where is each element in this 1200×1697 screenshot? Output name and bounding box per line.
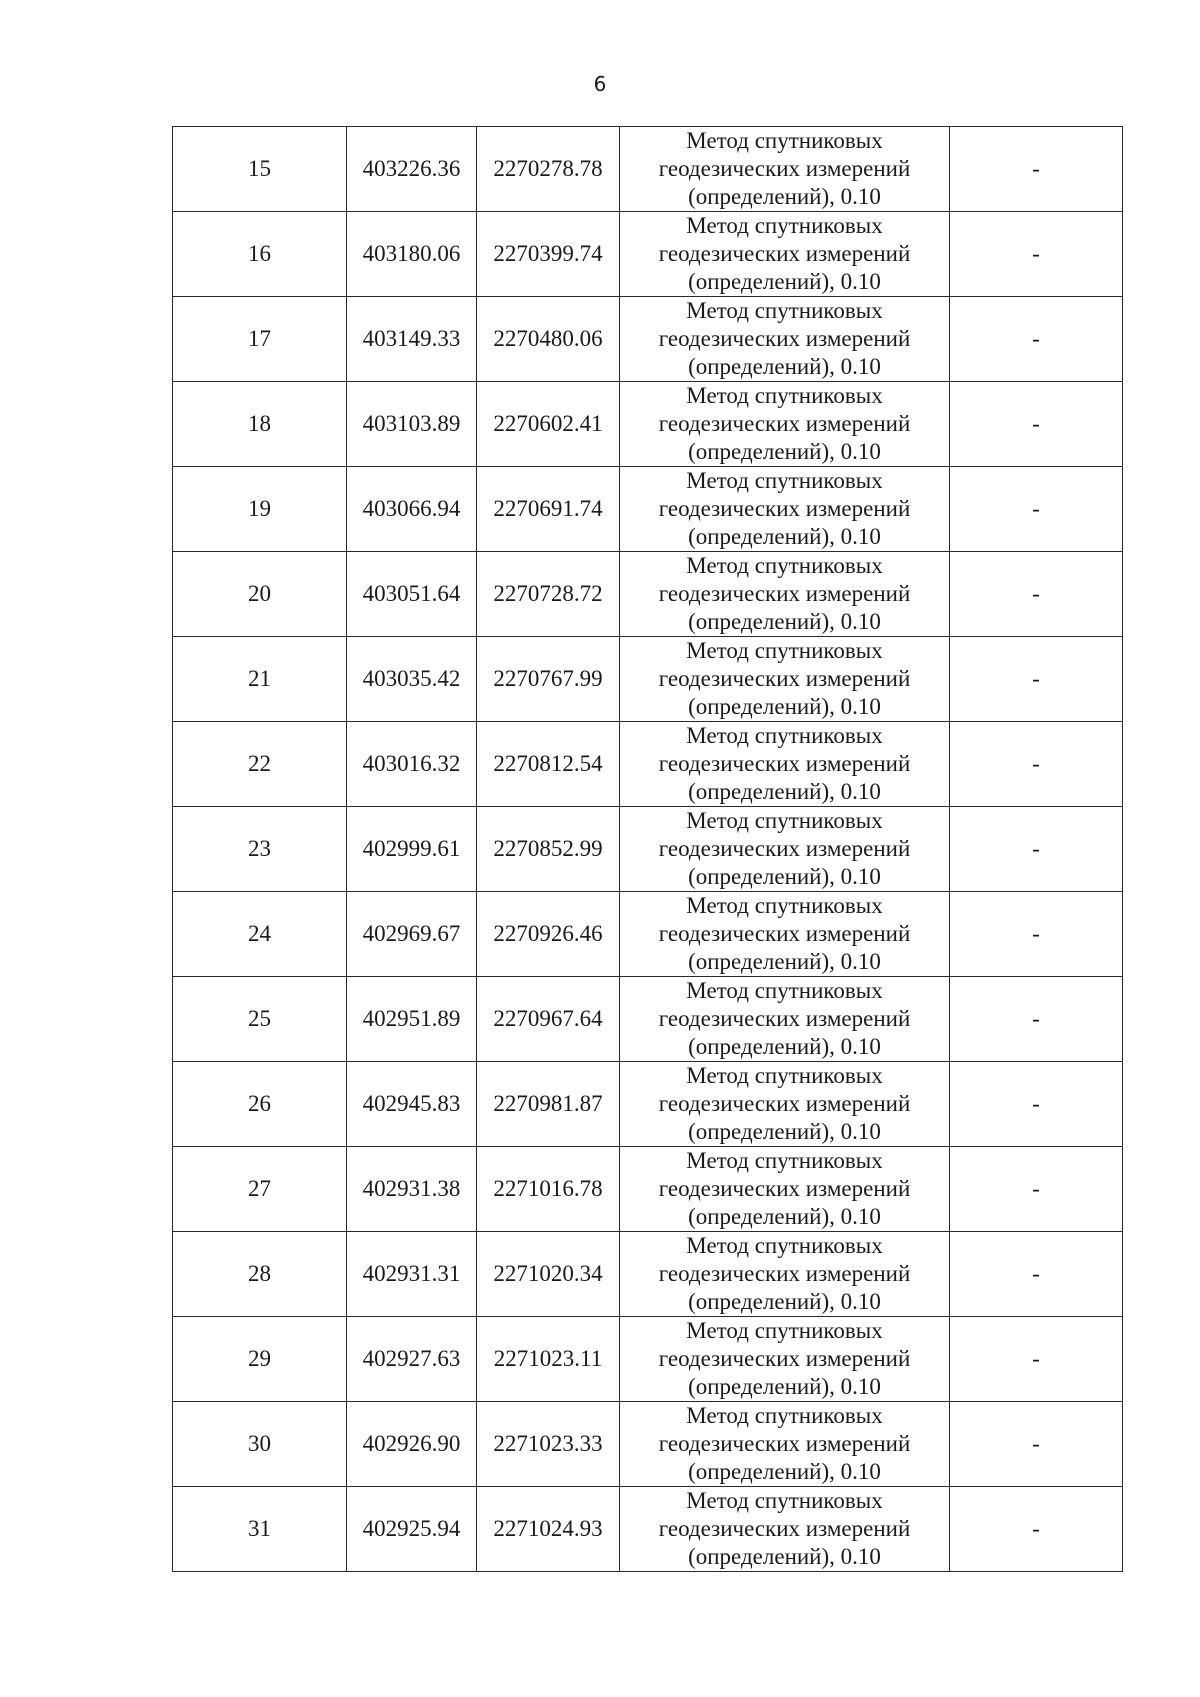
- y-coordinate-cell: 2270691.74: [477, 467, 620, 552]
- x-coordinate-cell: 403180.06: [347, 212, 477, 297]
- note-cell: -: [950, 1232, 1123, 1317]
- method-line-3: (определений), 0.10: [688, 779, 881, 804]
- method-line-2: геодезических измерений: [658, 921, 911, 946]
- method-line-1: Метод спутниковых: [686, 1063, 883, 1088]
- table-row: [173, 212, 1123, 297]
- method-line-3: (определений), 0.10: [688, 524, 881, 549]
- method-cell: [620, 977, 950, 1062]
- method-line-2: геодезических измерений: [658, 156, 911, 181]
- table-row: [173, 1487, 1123, 1572]
- y-coordinate-cell: 2270480.06: [477, 297, 620, 382]
- point-number-cell: 16: [173, 212, 347, 297]
- method-line-2: геодезических измерений: [658, 496, 911, 521]
- method-line-1: Метод спутниковых: [686, 213, 883, 238]
- x-coordinate-cell: 403149.33: [347, 297, 477, 382]
- method-cell: [620, 892, 950, 977]
- method-line-3: (определений), 0.10: [688, 269, 881, 294]
- method-line-1: Метод спутниковых: [686, 808, 883, 833]
- method-line-3: (определений), 0.10: [688, 949, 881, 974]
- method-cell: [620, 1062, 950, 1147]
- method-line-1: Метод спутниковых: [686, 1403, 883, 1428]
- method-line-1: Метод спутниковых: [686, 1318, 883, 1343]
- y-coordinate-cell: 2271023.33: [477, 1402, 620, 1487]
- method-line-1: Метод спутниковых: [686, 383, 883, 408]
- x-coordinate-cell: 402969.67: [347, 892, 477, 977]
- y-coordinate-cell: 2270981.87: [477, 1062, 620, 1147]
- method-cell: [620, 722, 950, 807]
- method-line-2: геодезических измерений: [658, 751, 911, 776]
- method-line-1: Метод спутниковых: [686, 638, 883, 663]
- y-coordinate-cell: 2270602.41: [477, 382, 620, 467]
- method-line-3: (определений), 0.10: [688, 354, 881, 379]
- method-line-2: геодезических измерений: [658, 836, 911, 861]
- method-cell: [620, 127, 950, 212]
- x-coordinate-cell: 402999.61: [347, 807, 477, 892]
- method-line-1: Метод спутниковых: [686, 298, 883, 323]
- table-row: [173, 892, 1123, 977]
- method-line-3: (определений), 0.10: [688, 1119, 881, 1144]
- method-cell: [620, 382, 950, 467]
- method-line-2: геодезических измерений: [658, 326, 911, 351]
- y-coordinate-cell: 2270967.64: [477, 977, 620, 1062]
- method-line-2: геодезических измерений: [658, 241, 911, 266]
- note-cell: -: [950, 467, 1123, 552]
- method-line-2: геодезических измерений: [658, 1006, 911, 1031]
- y-coordinate-cell: 2271016.78: [477, 1147, 620, 1232]
- method-line-1: Метод спутниковых: [686, 723, 883, 748]
- point-number-cell: 26: [173, 1062, 347, 1147]
- table-row: [173, 637, 1123, 722]
- method-line-2: геодезических измерений: [658, 1516, 911, 1541]
- x-coordinate-cell: 402931.38: [347, 1147, 477, 1232]
- method-line-3: (определений), 0.10: [688, 1374, 881, 1399]
- y-coordinate-cell: 2271020.34: [477, 1232, 620, 1317]
- table-row: [173, 127, 1123, 212]
- point-number-cell: 17: [173, 297, 347, 382]
- page-number: 6: [593, 72, 607, 96]
- point-number-cell: 31: [173, 1487, 347, 1572]
- method-cell: [620, 807, 950, 892]
- point-number-cell: 28: [173, 1232, 347, 1317]
- y-coordinate-cell: 2270399.74: [477, 212, 620, 297]
- x-coordinate-cell: 402951.89: [347, 977, 477, 1062]
- note-cell: -: [950, 1062, 1123, 1147]
- x-coordinate-cell: 402931.31: [347, 1232, 477, 1317]
- point-number-cell: 21: [173, 637, 347, 722]
- point-number-cell: 27: [173, 1147, 347, 1232]
- note-cell: -: [950, 1402, 1123, 1487]
- point-number-cell: 24: [173, 892, 347, 977]
- method-cell: [620, 212, 950, 297]
- method-cell: [620, 552, 950, 637]
- method-line-2: геодезических измерений: [658, 411, 911, 436]
- method-line-3: (определений), 0.10: [688, 864, 881, 889]
- note-cell: -: [950, 722, 1123, 807]
- note-cell: -: [950, 807, 1123, 892]
- point-number-cell: 22: [173, 722, 347, 807]
- point-number-cell: 20: [173, 552, 347, 637]
- method-cell: [620, 1317, 950, 1402]
- point-number-cell: 30: [173, 1402, 347, 1487]
- method-line-1: Метод спутниковых: [686, 1488, 883, 1513]
- x-coordinate-cell: 402926.90: [347, 1402, 477, 1487]
- table-row: [173, 1147, 1123, 1232]
- point-number-cell: 19: [173, 467, 347, 552]
- y-coordinate-cell: 2271024.93: [477, 1487, 620, 1572]
- note-cell: -: [950, 637, 1123, 722]
- method-cell: [620, 1487, 950, 1572]
- method-line-1: Метод спутниковых: [686, 553, 883, 578]
- note-cell: -: [950, 892, 1123, 977]
- method-cell: [620, 297, 950, 382]
- method-line-3: (определений), 0.10: [688, 1289, 881, 1314]
- method-line-2: геодезических измерений: [658, 666, 911, 691]
- x-coordinate-cell: 402925.94: [347, 1487, 477, 1572]
- note-cell: -: [950, 382, 1123, 467]
- table-row: [173, 1062, 1123, 1147]
- x-coordinate-cell: 402927.63: [347, 1317, 477, 1402]
- method-line-3: (определений), 0.10: [688, 694, 881, 719]
- method-line-1: Метод спутниковых: [686, 468, 883, 493]
- method-cell: [620, 1147, 950, 1232]
- method-cell: [620, 1402, 950, 1487]
- y-coordinate-cell: 2270767.99: [477, 637, 620, 722]
- coordinates-table: [172, 126, 1123, 1572]
- method-line-1: Метод спутниковых: [686, 893, 883, 918]
- point-number-cell: 29: [173, 1317, 347, 1402]
- y-coordinate-cell: 2270852.99: [477, 807, 620, 892]
- method-line-3: (определений), 0.10: [688, 609, 881, 634]
- table-row: [173, 297, 1123, 382]
- method-line-1: Метод спутниковых: [686, 1148, 883, 1173]
- y-coordinate-cell: 2270278.78: [477, 127, 620, 212]
- method-line-3: (определений), 0.10: [688, 184, 881, 209]
- table-row: [173, 1232, 1123, 1317]
- table-row: [173, 722, 1123, 807]
- y-coordinate-cell: 2270812.54: [477, 722, 620, 807]
- note-cell: -: [950, 297, 1123, 382]
- method-line-3: (определений), 0.10: [688, 1204, 881, 1229]
- method-cell: [620, 637, 950, 722]
- point-number-cell: 23: [173, 807, 347, 892]
- table-row: [173, 382, 1123, 467]
- point-number-cell: 15: [173, 127, 347, 212]
- x-coordinate-cell: 402945.83: [347, 1062, 477, 1147]
- y-coordinate-cell: 2270926.46: [477, 892, 620, 977]
- method-line-3: (определений), 0.10: [688, 1034, 881, 1059]
- method-line-2: геодезических измерений: [658, 1346, 911, 1371]
- method-line-2: геодезических измерений: [658, 1431, 911, 1456]
- table-row: [173, 1402, 1123, 1487]
- method-cell: [620, 1232, 950, 1317]
- y-coordinate-cell: 2271023.11: [477, 1317, 620, 1402]
- x-coordinate-cell: 403066.94: [347, 467, 477, 552]
- y-coordinate-cell: 2270728.72: [477, 552, 620, 637]
- method-cell: [620, 467, 950, 552]
- x-coordinate-cell: 403051.64: [347, 552, 477, 637]
- note-cell: -: [950, 127, 1123, 212]
- table-row: [173, 467, 1123, 552]
- method-line-3: (определений), 0.10: [688, 1544, 881, 1569]
- method-line-1: Метод спутниковых: [686, 1233, 883, 1258]
- method-line-3: (определений), 0.10: [688, 439, 881, 464]
- method-line-2: геодезических измерений: [658, 1261, 911, 1286]
- note-cell: -: [950, 552, 1123, 637]
- coordinates-table-body: [173, 127, 1123, 1572]
- method-line-1: Метод спутниковых: [686, 128, 883, 153]
- point-number-cell: 25: [173, 977, 347, 1062]
- note-cell: -: [950, 1487, 1123, 1572]
- table-row: [173, 1317, 1123, 1402]
- table-row: [173, 552, 1123, 637]
- note-cell: -: [950, 212, 1123, 297]
- method-line-2: геодезических измерений: [658, 1091, 911, 1116]
- point-number-cell: 18: [173, 382, 347, 467]
- x-coordinate-cell: 403103.89: [347, 382, 477, 467]
- method-line-2: геодезических измерений: [658, 581, 911, 606]
- method-line-1: Метод спутниковых: [686, 978, 883, 1003]
- table-row: [173, 977, 1123, 1062]
- note-cell: -: [950, 977, 1123, 1062]
- method-line-3: (определений), 0.10: [688, 1459, 881, 1484]
- note-cell: -: [950, 1147, 1123, 1232]
- table-row: [173, 807, 1123, 892]
- x-coordinate-cell: 403016.32: [347, 722, 477, 807]
- x-coordinate-cell: 403226.36: [347, 127, 477, 212]
- note-cell: -: [950, 1317, 1123, 1402]
- method-line-2: геодезических измерений: [658, 1176, 911, 1201]
- x-coordinate-cell: 403035.42: [347, 637, 477, 722]
